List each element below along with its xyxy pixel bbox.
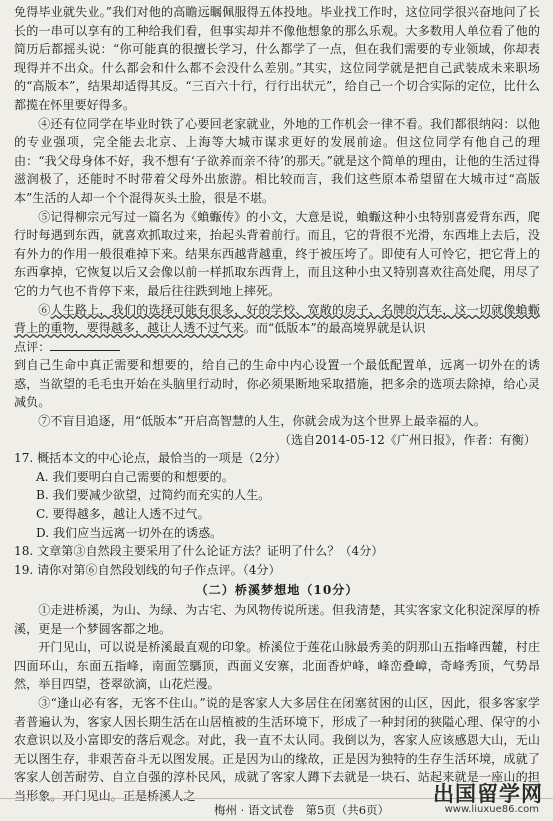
article1-paragraph-6 (14, 301, 540, 338)
question-17-option-b: B. 我们要减少欲望，过简约而充实的人生。 (36, 488, 271, 503)
article1-paragraph-7: ⑦不盲目追逐，用“低版本”开启高智慧的人生，你就会成为这个世界上最幸福的人。 (38, 414, 486, 429)
comment-blank (50, 338, 120, 351)
paragraph-number: ⑥ (38, 302, 51, 317)
article2-paragraph-1: ①走进桥溪，为山、为绿、为古宅、为风物传说所迷。但我清楚，其实客家文化积淀深厚的桥溪，更是一个梦圆客都之地。 (14, 603, 540, 636)
article2-title: （二）桥溪梦想地（10分） (195, 583, 359, 598)
article2-paragraph-2: 开门见山，可以说是桥溪最直观的印象。桥溪位于莲花山脉最秀美的阴那山五指峰西麓，村庄四面环山，东面五指峰，南面笠騳顶，西面义安寨，北面香炉峰，峰峦叠嶂，奇峰秀顶，气势昂然，举目四望，苍翠欲滴，山花烂漫。 (14, 640, 540, 692)
article1-paragraph-6-continued: 到自己生命中真正需要和想要的，给自己的生命中内心设置一个最低配置单，远离一切外在的诱惑，当欲望的毛毛虫开始在头脑里行动时，你必须果断地采取措施，把多余的选项去除掉，给心灵减负。 (14, 358, 540, 410)
paragraph-6-tail: 。而“低版本”的最高境界就是认识 (243, 321, 426, 336)
comment-label: 点评： (14, 339, 51, 354)
site-watermark (397, 778, 547, 818)
comment-line (14, 338, 540, 357)
article1-paragraph-5: ⑤记得柳宗元写过一篇名为《蝜蝂传》的小文，大意是说，蝜蝂这种小虫特别喜爱背东西，爬行时每遇到东西，就喜欢抓取过来，抬起头背着前行。而且，它的背很不光滑，东西堆上去后，没有外力的作用一般很难掉下来。结果东西越背越重，终于被压垮了。即使有人可怜它，把它背上的东西拿掉，它恢复以后又会像以前一样抓取东西背上，而且这种小虫又特别喜欢往高处爬，用尽了它的力气也不肯停下来，最后往往跌到地上摔死。 (14, 209, 540, 298)
underlined-sentence: 人生路上，我们的选择可能有很多，好的学校、宽敞的房子、名牌的汽车，这一切就像蝜蝂背上的重物，要得越多，越让人透不过气来 (14, 302, 540, 336)
question-17-option-a: A. 我们要明白自己需要的和想要的。 (36, 469, 234, 484)
article2-paragraph-3: ③“逢山必有客，无客不住山。”说的是客家人大多居住在闭塞贫困的山区，因此，很多客家学者普遍认为，客家人因长期生活在山居植被的生活环境下，形成了一种封闭的狭隘心理、保守的小农意识以及小富即安的落后观念。对此，我一直不太认同。我倒以为，客家人应该感恩大山，无山无以图生存，非艰苦奋斗无以图发展。正是因为山的缘故，正是因为独特的生存生活环境，成就了客家人创苦耐劳、自立自强的淳朴民风，成就了客家人蹲下去就是一块石、站起来就是一座山的担当形象。开门见山。正是桥溪人之 (14, 695, 540, 803)
question-18: 18. 文章第③自然段主要采用了什么论证方法？证明了什么？（4分） (14, 544, 384, 559)
exam-page (14, 3, 540, 806)
article1-source: （选自2014-05-12《广州日报》，作者：有衡） (278, 432, 536, 447)
question-19: 19. 请你对第⑥自然段划线的句子作点评。（4分） (14, 562, 281, 577)
question-17-option-c: C. 要得越多，越让人透不过气。 (36, 507, 210, 522)
question-17: 17. 概括本文的中心论点，最恰当的一项是（2分） (14, 451, 287, 466)
watermark-title: 出国留学网 (433, 782, 543, 806)
footer-page-info: 梅州 · 语文试卷 第5页（共6页） (214, 803, 390, 817)
article1-paragraph-4: ④还有位同学在毕业时铁了心要回老家就业，外地的工作机会一律不看。我们都很纳闷：以他的专业强项，完全能去北京、上海等大城市谋求更好的发展前途。但这位同学有他自己的理由：“我父母身体不好，我不想有‘子欲养而亲不待’的那天。”就是这个简单的理由，让他的生活过得滋润极了，还能时不时带着父母外出旅游。相比较而言，我们这些原本希望留在大城市过“高版本”生活的人却一个个混得灰头土脸，很是不堪。 (14, 116, 540, 205)
article1-paragraph-3-continued: 免得毕业就失业。”我们对他的高瞻远瞩佩服得五体投地。毕业找工作时，这位同学很兴奋地问了长长的一串可以享有的工种给我们看，但事实却并不像他想象的那么乐观。大多数用人单位看了他的简历后都摇头说：“你可能真的很擅长学习，什么都学了一点，但在我们需要的专业领域，你却表现得并不出众。什么都会和什么都不会没什么差别。”其实，这位同学就是把自己武装成未来职场的“高版本”，结果却适得其反。“三百六十行，行行出状元”，给自己一个切合实际的定位，比什么都揽在怀里要好得多。 (14, 5, 540, 112)
question-17-option-d: D. 我们应当远离一切外在的诱惑。 (36, 525, 223, 540)
watermark-url: www.liuxue86.com (444, 804, 539, 815)
